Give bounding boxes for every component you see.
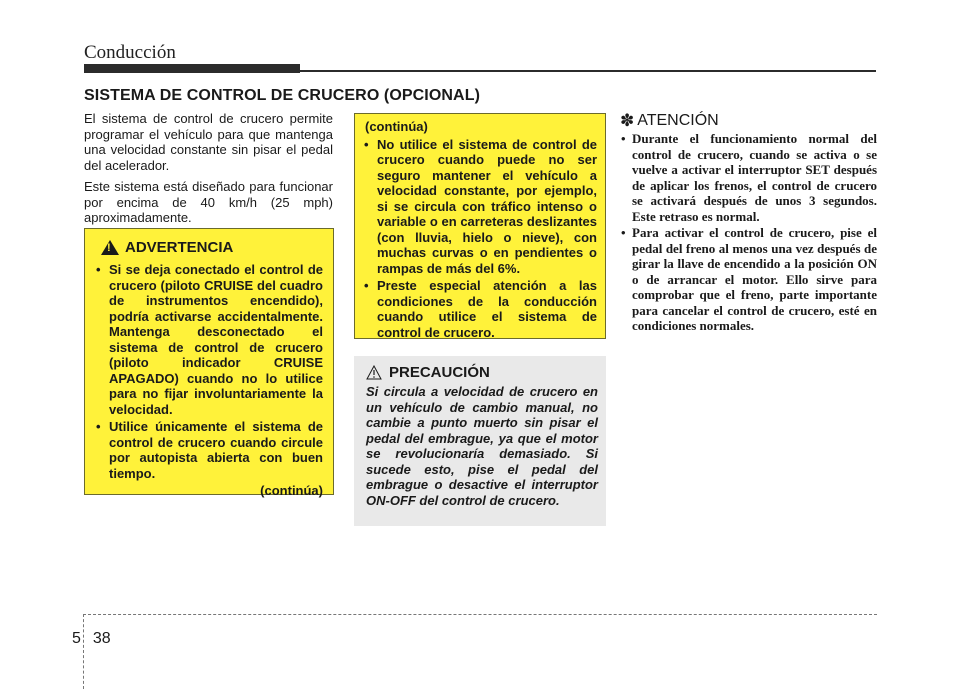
chapter-number: 5	[72, 630, 81, 647]
warning-title: ADVERTENCIA	[125, 239, 234, 256]
warning-triangle-icon	[101, 240, 119, 255]
warning-box	[84, 228, 334, 498]
attention-heading	[620, 111, 719, 131]
page-number	[72, 630, 111, 648]
caution-title: PRECAUCIÓN	[389, 364, 490, 381]
intro-paragraph: El sistema de control de crucero permite programar el vehículo para que mantenga una velocidad constante sin pisar el pedal del acelerador.	[84, 111, 333, 173]
list-item: • No utilice el sistema de control de crucero cuando puede no ser seguro mantener el vehículo a velocidad constante, por ejemplo, si se circula con tráfico intenso o variable o en carreteras deslizantes (con lluvia, hielo o nieve), con muchas curvas o en pendientes o rampas de más del 6%.	[363, 137, 597, 277]
running-head: Conducción	[84, 42, 176, 63]
header-rule-thick	[84, 64, 300, 73]
intro-paragraph: Este sistema está diseñado para funcionar por encima de 40 km/h (25 mph) aproximadamente.	[84, 179, 333, 225]
attention-title: ATENCIÓN	[637, 112, 719, 129]
list-item: • Preste especial atención a las condiciones de la conducción cuando utilice el sistema de control de crucero.	[363, 278, 597, 340]
footer-divider	[83, 614, 84, 689]
list-item: • Utilice únicamente el sistema de control de crucero cuando circule por autopista abierta con buen tiempo.	[95, 419, 323, 481]
warning-heading	[101, 239, 323, 256]
caution-heading	[366, 364, 598, 381]
intro-text	[84, 111, 333, 232]
list-item: • Si se deja conectado el control de crucero (piloto CRUISE del cuadro de instrumentos encendido), podría activarse accidentalmente. Mantenga desconectado el sistema de control de crucero (piloto indicador CRUISE APAGADO) cuando no lo utilice para no fijar involuntariamente la velocidad.	[95, 262, 323, 417]
caution-box	[354, 356, 606, 526]
list-item: • Para activar el control de crucero, pise el pedal del freno al menos una vez después de girar la llave de encendido a la posición ON o de arrancar el motor. Ello sirve para comprobar que el freno, parte importante para cancelar el control de crucero, esté en condiciones normales.	[620, 225, 877, 334]
continued-label: (continúa)	[260, 483, 323, 498]
page-number-value: 38	[92, 630, 111, 647]
asterisk-icon: ✽	[620, 111, 635, 130]
footer-rule	[83, 614, 877, 615]
caution-text: Si circula a velocidad de crucero en un vehículo de cambio manual, no cambie a punto muerto sin pisar el pedal del embrague, ya que el motor se revolucionaría demasiado. Si sucede esto, pise el pedal del embrague o desactive el interruptor ON-OFF del control de crucero.	[366, 384, 598, 508]
continued-list	[363, 137, 597, 341]
warning-continued-box	[354, 113, 606, 339]
header-rule-thin	[300, 70, 876, 72]
attention-list	[620, 131, 877, 335]
caution-triangle-icon	[366, 365, 382, 380]
list-item: • Durante el funcionamiento normal del control de crucero, cuando se activa o se vuelve a activar el interruptor SET después de aplicar los frenos, el control de crucero se activará después de unos 3 segundos. Este retraso es normal.	[620, 131, 877, 224]
continued-head: (continúa)	[365, 119, 428, 134]
warning-list	[95, 262, 323, 481]
section-title: SISTEMA DE CONTROL DE CRUCERO (OPCIONAL)	[84, 87, 481, 104]
